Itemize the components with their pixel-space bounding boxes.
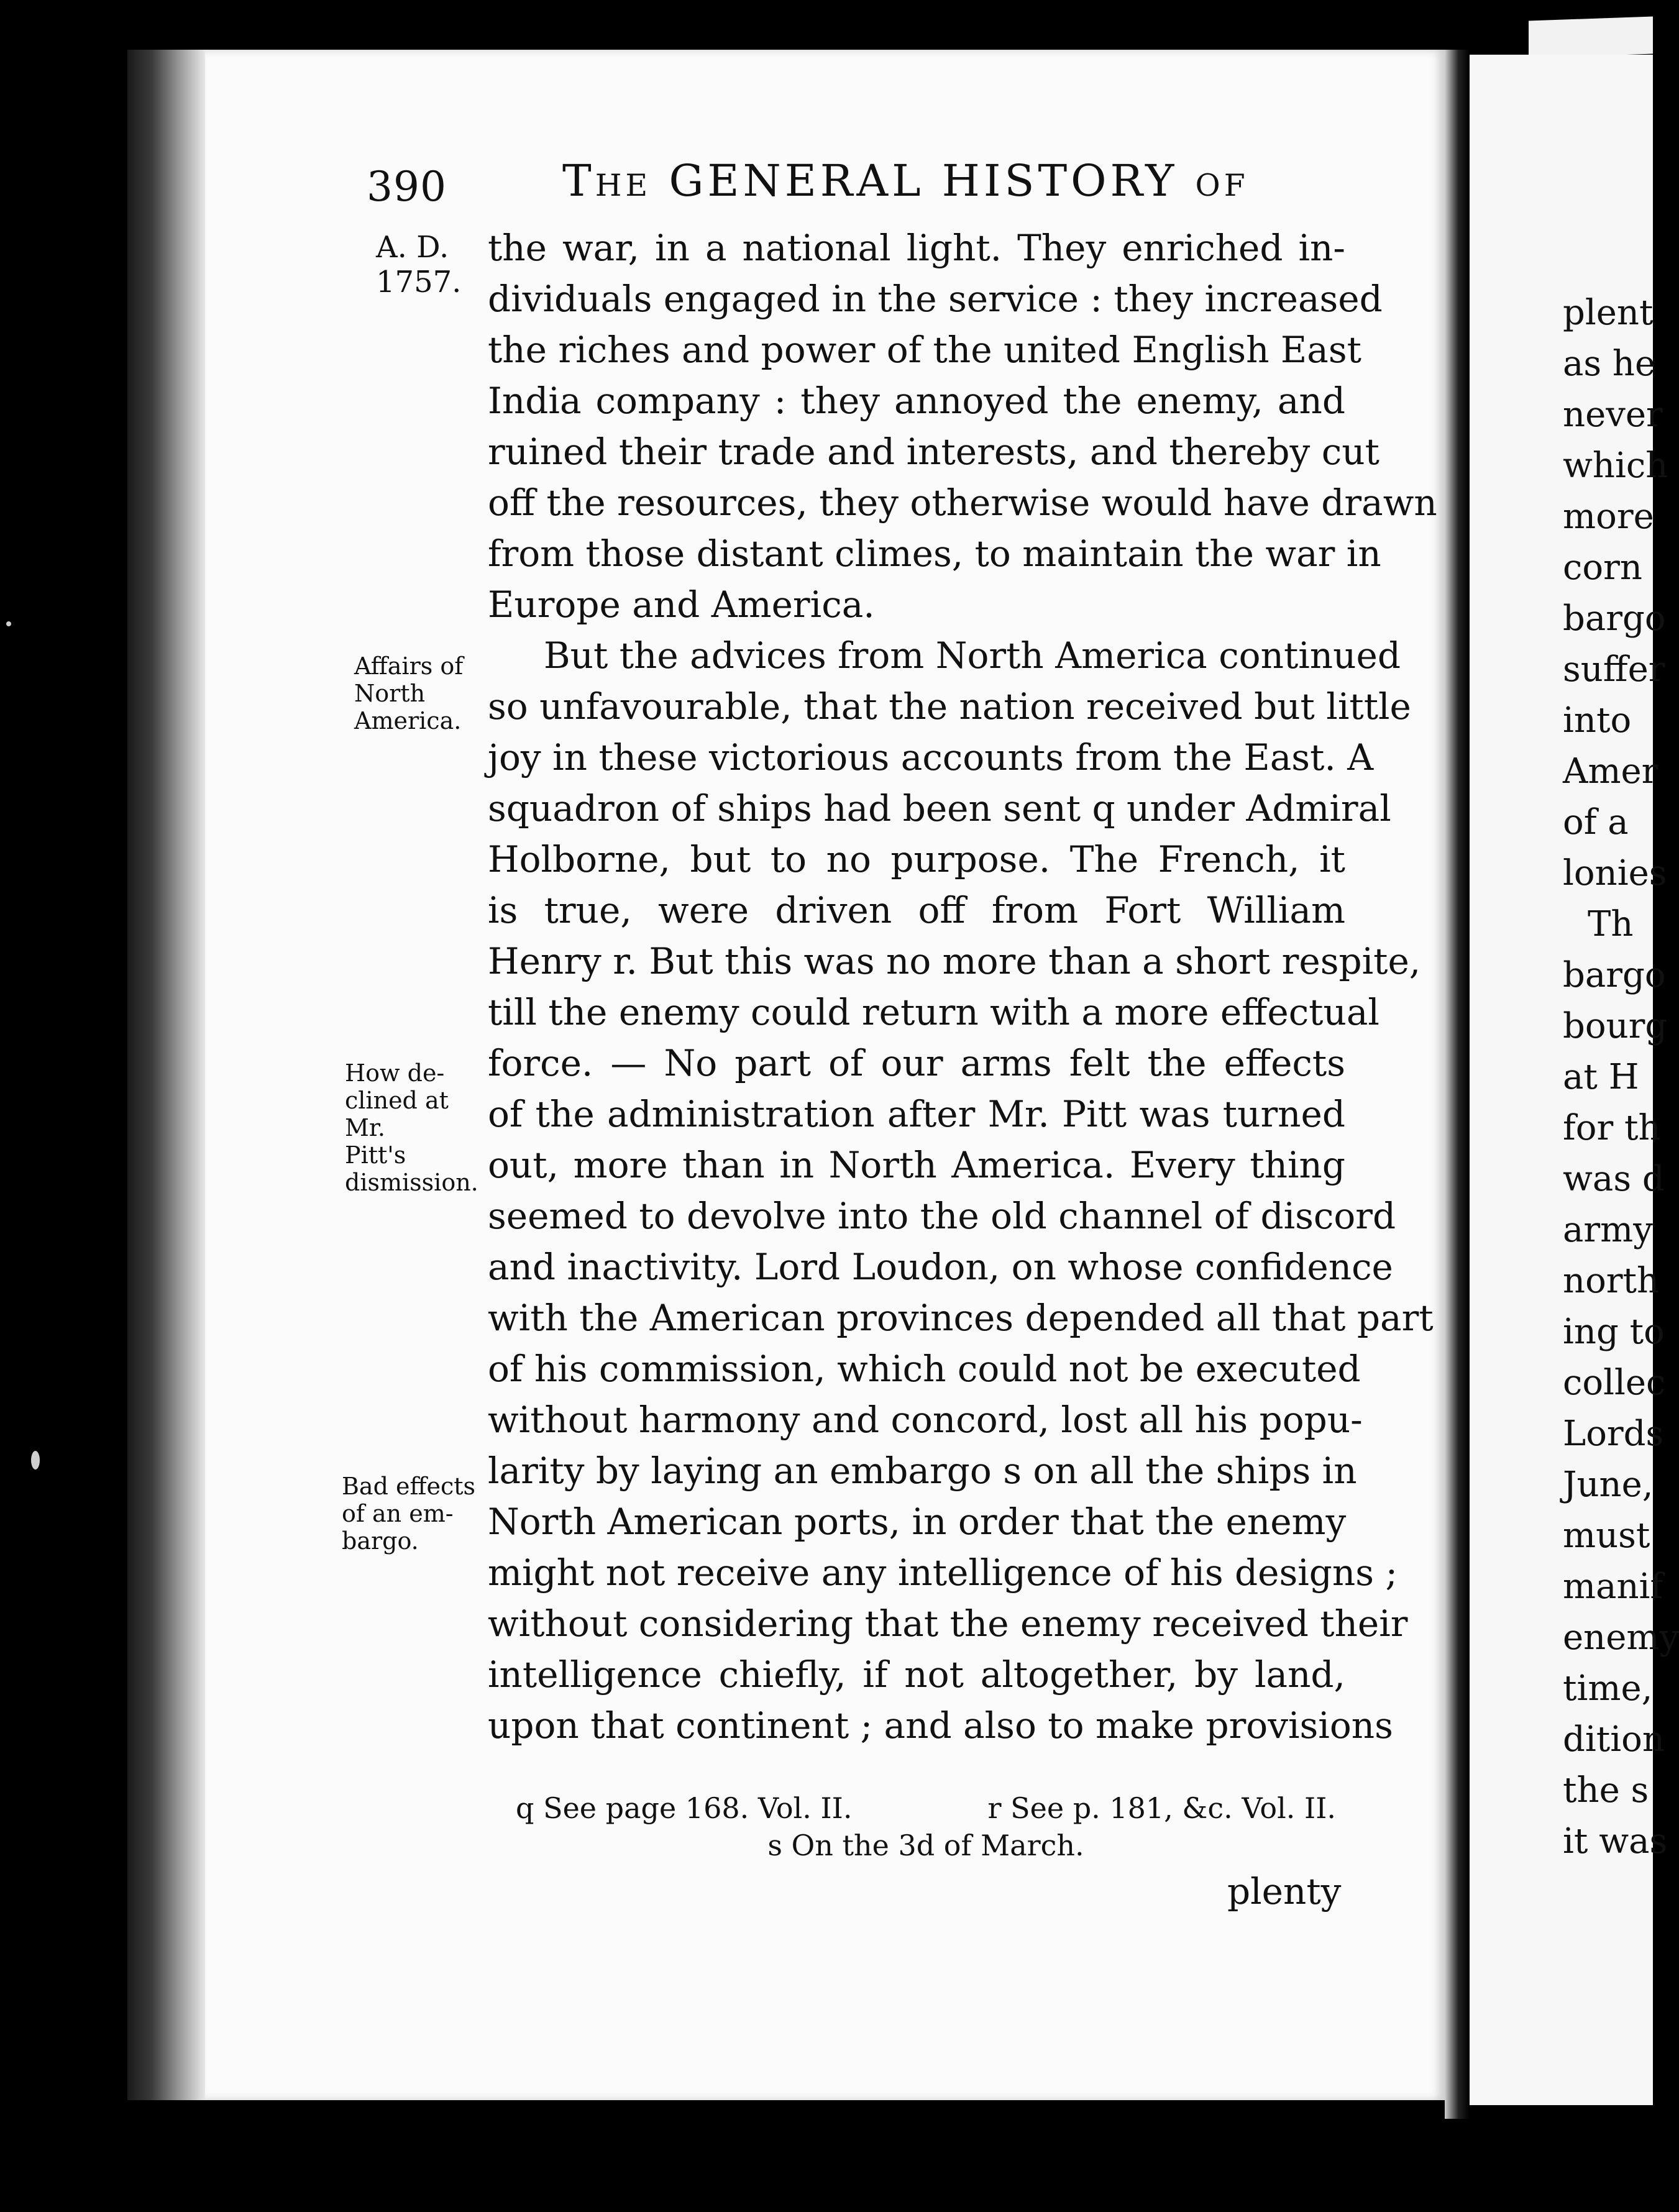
body-text — [488, 222, 1437, 1751]
text-line: Henry r. But this was no more than a short respite, — [488, 940, 1421, 982]
right-page-line: plent — [1563, 293, 1654, 333]
margin-note-line: dismission. — [345, 1169, 478, 1196]
text-line: North American ports, in order that the enemy — [488, 1501, 1347, 1543]
text-line: might not receive any intelligence of his designs ; — [488, 1552, 1398, 1594]
text-line: But the advices from North America continued — [544, 634, 1401, 677]
running-title: The GENERAL HISTORY of — [562, 155, 1249, 206]
right-page-line: at H — [1563, 1057, 1639, 1097]
right-page-line: it was — [1563, 1821, 1668, 1862]
right-page-line: dition — [1563, 1719, 1665, 1760]
right-page-line: corn — [1563, 547, 1642, 588]
footnote-q: q See page 168. Vol. II. — [516, 1791, 853, 1825]
margin-note-date — [376, 230, 475, 299]
right-page-text — [1563, 288, 1679, 1867]
margin-note-line: of an em- — [342, 1500, 454, 1527]
text-line: India company : they annoyed the enemy, and — [488, 380, 1345, 422]
margin-note-line: How de- — [345, 1059, 445, 1087]
text-line: is true, were driven off from Fort William — [488, 889, 1345, 931]
right-page-line: north — [1563, 1261, 1660, 1301]
right-page — [1470, 55, 1679, 2105]
page-gutter — [1445, 50, 1470, 2119]
margin-note-line: Mr. — [345, 1114, 385, 1141]
catchword: plenty — [1227, 1870, 1342, 1913]
right-page-line: Lords — [1563, 1414, 1664, 1454]
right-page-line: collec — [1563, 1363, 1666, 1403]
right-page-line: must — [1563, 1515, 1650, 1556]
margin-note-line: clined at — [345, 1087, 449, 1114]
right-page-line: suffer — [1563, 649, 1665, 690]
text-line: intelligence chiefly, if not altogether, by land, — [488, 1653, 1345, 1696]
text-line: Europe and America. — [488, 583, 875, 626]
right-page-line: bourg — [1563, 1006, 1668, 1046]
text-line: out, more than in North America. Every thing — [488, 1144, 1345, 1186]
text-line: squadron of ships had been sent q under Admiral — [488, 787, 1391, 830]
text-line: of the administration after Mr. Pitt was turned — [488, 1093, 1345, 1135]
margin-note-line: Bad effects — [342, 1473, 476, 1500]
text-line: without considering that the enemy received their — [488, 1602, 1408, 1645]
margin-note-line: America. — [354, 707, 462, 734]
text-line: Holborne, but to no purpose. The French, it — [488, 838, 1345, 880]
right-page-line: manif — [1563, 1566, 1663, 1607]
right-page-line: bargo — [1563, 598, 1666, 639]
right-page-line: June, — [1563, 1465, 1654, 1505]
page-number: 390 — [367, 163, 447, 211]
margin-note-embargo — [342, 1473, 485, 1555]
text-line: and inactivity. Lord Loudon, on whose confidence — [488, 1246, 1393, 1288]
right-page-corner — [1529, 17, 1653, 58]
footnote-r: r See p. 181, &c. Vol. II. — [987, 1791, 1336, 1825]
text-line: with the American provinces depended all that part — [488, 1297, 1434, 1339]
right-page-line: never — [1563, 395, 1663, 435]
book-spine — [127, 50, 208, 2100]
margin-note-line: North — [354, 680, 426, 707]
text-line: of his commission, which could not be executed — [488, 1348, 1361, 1390]
text-line: joy in these victorious accounts from the East. A — [488, 736, 1374, 779]
text-line: without harmony and concord, lost all his popu- — [488, 1399, 1363, 1441]
scan-speck — [6, 621, 11, 626]
right-page-line: time, — [1563, 1668, 1653, 1709]
right-page-line: Amer — [1563, 751, 1658, 792]
right-page-line: army — [1563, 1210, 1653, 1250]
margin-note-affairs — [354, 652, 497, 734]
right-page-line: ing to — [1563, 1312, 1665, 1352]
right-page-line: was d — [1563, 1159, 1665, 1199]
text-line: till the enemy could return with a more effectual — [488, 991, 1379, 1033]
margin-note-line: A. D. — [376, 230, 449, 265]
text-line: force. — No part of our arms felt the effects — [488, 1042, 1345, 1084]
right-page-line: of a — [1563, 802, 1629, 843]
right-page-line: which — [1563, 446, 1668, 486]
right-page-line: Th — [1588, 904, 1634, 944]
margin-note-declined — [345, 1059, 488, 1196]
text-line: upon that continent ; and also to make provisions — [488, 1704, 1393, 1747]
scan-speck — [31, 1451, 40, 1469]
right-page-line: as he — [1563, 344, 1656, 384]
margin-note-line: 1757. — [376, 265, 462, 299]
footnote-s: s On the 3d of March. — [767, 1829, 1084, 1862]
right-page-line: the s — [1563, 1770, 1649, 1811]
margin-note-line: Pitt's — [345, 1141, 406, 1169]
right-page-line: into — [1563, 700, 1632, 741]
text-line: dividuals engaged in the service : they increased — [488, 278, 1383, 320]
right-page-line: lonies — [1563, 853, 1667, 893]
text-line: larity by laying an embargo s on all the ships in — [488, 1450, 1357, 1492]
text-line: ruined their trade and interests, and thereby cut — [488, 431, 1379, 473]
text-line: off the resources, they otherwise would have drawn — [488, 482, 1437, 524]
right-page-line: for th — [1563, 1108, 1661, 1148]
text-line: so unfavourable, that the nation received but little — [488, 685, 1411, 728]
right-page-line: more — [1563, 496, 1654, 537]
margin-note-line: Affairs of — [354, 652, 464, 680]
right-page-line: enemy — [1563, 1617, 1679, 1658]
text-line: the war, in a national light. They enriched in- — [488, 227, 1345, 269]
text-line: seemed to devolve into the old channel of discord — [488, 1195, 1396, 1237]
footnotes — [516, 1789, 1336, 1864]
text-line: from those distant climes, to maintain the war in — [488, 532, 1381, 575]
margin-note-line: bargo. — [342, 1527, 419, 1555]
right-page-line: bargo — [1563, 955, 1666, 995]
text-line: the riches and power of the united English East — [488, 329, 1361, 371]
